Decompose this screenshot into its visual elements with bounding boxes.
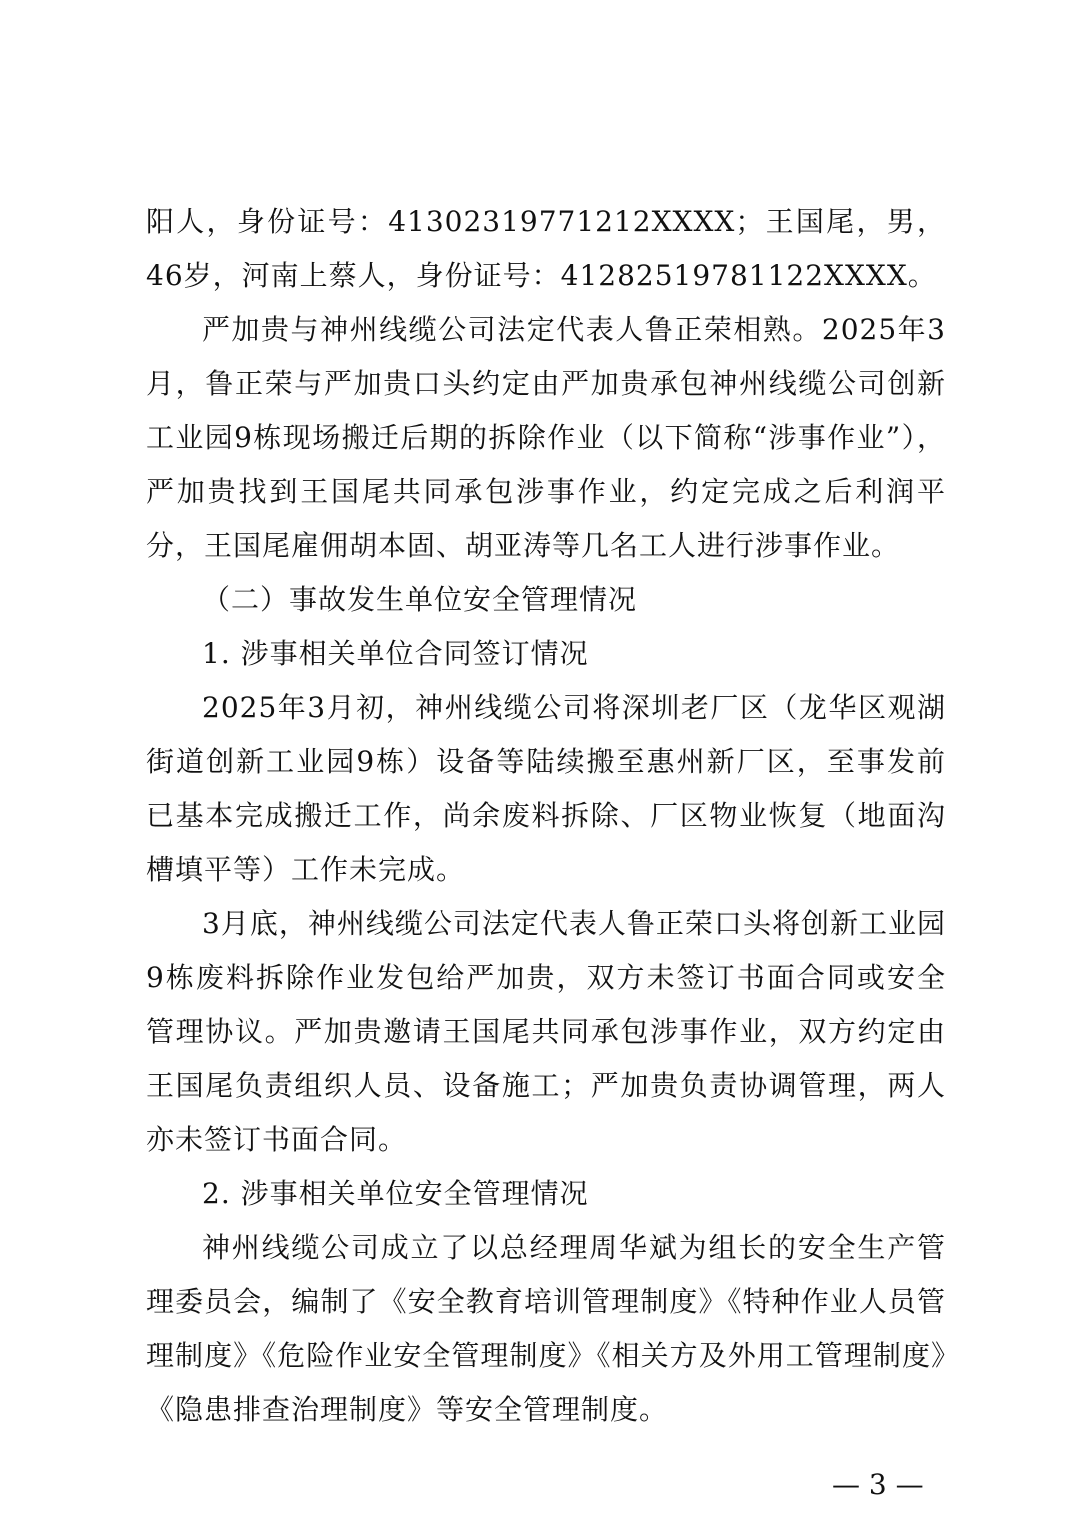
paragraph-safety-system: 神州线缆公司成立了以总经理周华斌为组长的安全生产管理委员会，编制了《安全教育培训管理制度》《特种作业人员管理制度》《危险作业安全管理制度》《相关方及外用工管理制度》《隐患排查治理制度》等安全管理制度。 [146,1231,946,1426]
paragraph-relocation: 2025年3月初，神州线缆公司将深圳老厂区（龙华区观湖街道创新工业园9栋）设备等陆续搬至惠州新厂区，至事发前已基本完成搬迁工作，尚余废料拆除、厂区物业恢复（地面沟槽填平等）工作未完成。 [146,691,946,886]
subheading-contract-signing: 1. 涉事相关单位合同签订情况 [202,637,589,670]
paragraph-background: 严加贵与神州线缆公司法定代表人鲁正荣相熟。2025年3月，鲁正荣与严加贵口头约定由严加贵承包神州线缆公司创新工业园9栋现场搬迁后期的拆除作业（以下简称“涉事作业”），严加贵找到王国尾共同承包涉事作业，约定完成之后利润平分，王国尾雇佣胡本固、胡亚涛等几名工人进行涉事作业。 [146,313,946,562]
paragraph-subcontract: 3月底，神州线缆公司法定代表人鲁正荣口头将创新工业园9栋废料拆除作业发包给严加贵，双方未签订书面合同或安全管理协议。严加贵邀请王国尾共同承包涉事作业，双方约定由王国尾负责组织人员、设备施工；严加贵负责协调管理，两人亦未签订书面合同。 [146,907,946,1156]
page-number: — 3 — [832,1468,924,1501]
paragraph-identity-continued: 阳人，身份证号：41302319771212XXXX；王国尾，男，46岁，河南上蔡人，身份证号：41282519781122XXXX。 [146,205,946,292]
subheading-safety-management: 2. 涉事相关单位安全管理情况 [202,1177,589,1210]
section-heading-safety-management: （二）事故发生单位安全管理情况 [202,583,638,616]
body-text [146,195,946,1437]
